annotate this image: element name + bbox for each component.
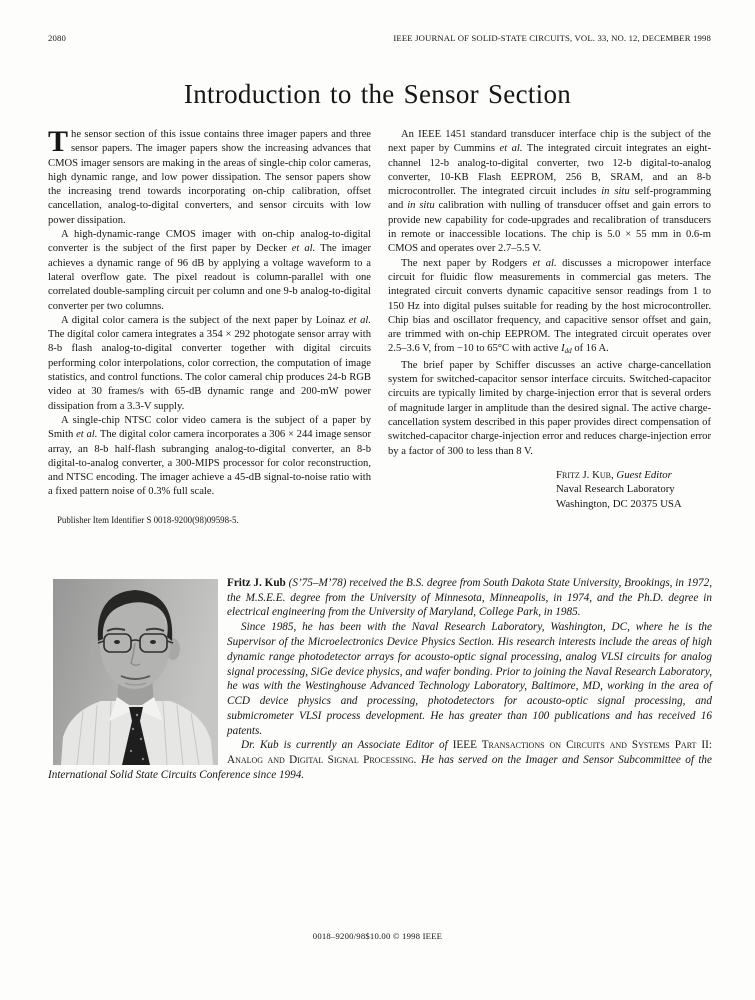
- paragraph: A single-chip NTSC color video camera is the subject of a paper by Smith et al. The digital color camera incorporates a 306 × 244 image sensor array, an 8-b half-flash subranging analog-to-digital converter, an 8-b digital-to-analog converter, a 300-MIPS processor for color reconstruction, and NTSC encoding. The imager achieve a 45-dB signal-to-noise ratio with a fixed pattern noise of 0.3% full scale.: [48, 414, 371, 498]
- paragraph: A high-dynamic-range CMOS imager with on-chip analog-to-digital converter is the subject of the first paper by Decker et al. The imager achieves a dynamic range of 96 dB by applying a voltage waveform to a lateral overflow gate. The pixel readout is column-parallel with one correlated double-sampling circuit per column and one 9-b analog-to-digital converter per two columns.: [48, 229, 372, 312]
- copyright-line: 0018–9200/98$10.00 © 1998 IEEE: [312, 931, 443, 941]
- paragraph: The brief paper by Schiffer discusses an active charge-cancellation system for switched-capacitor sensor interface circuits. Switched-capacitor circuits are typically limited by charge-injection error that is several orders of magnitude larger in amplitude than the desired signal. The active charge-cancellation system described in this paper provides direct compensation of switched-capacitor charge-injection error and reduces charge-injection error by a factor of 300 to less than 8 V.: [388, 359, 711, 457]
- paragraph: The next paper by Rodgers et al. discusses a micropower interface circuit for fluidic flow measurements in commercial gas meters. The integrated circuit converts dynamic capacitive sensor readings from 1 to 150 Hz into digital pulses suitable for reading by the host microcontroller. Chip bias and oscillator frequency, and capacitive sensor offset and gain, are trimmed with on-chip EEPROM. The integrated circuit operates over 2.5–3.6 V, from −10 to 65°C with active Idd of 16 A.: [388, 257, 711, 356]
- page-number: 2080: [48, 33, 66, 43]
- article-title: Introduction to the Sensor Section: [183, 79, 572, 109]
- paragraph: [48, 125, 371, 228]
- editor-name: Fritz J. Kub, Guest Editor: [556, 468, 672, 481]
- drop-cap: T: [48, 125, 69, 158]
- editor-address: Washington, DC 20375 USA: [556, 498, 682, 511]
- left-column: [48, 125, 372, 526]
- portrait-photo: [53, 579, 218, 765]
- right-column: [388, 128, 711, 526]
- biography-section: [0, 526, 755, 783]
- journal-citation: IEEE JOURNAL OF SOLID-STATE CIRCUITS, VOL. 33, NO. 12, DECEMBER 1998: [393, 33, 711, 43]
- article-body: [0, 110, 755, 526]
- bio-paragraph: Dr. Kub is currently an Associate Editor of IEEE Transactions on Circuits and Systems Part II: Analog and Digital Signal Processing. He has served on the Imager and Sensor Subcommittee of the International Solid State Circuits Conference since 1994.: [48, 739, 712, 782]
- bio-paragraph: Since 1985, he has been with the Naval Research Laboratory, Washington, DC, where he is the Supervisor of the Microelectronics Device Physics Section. His research interests include the areas of high dynamic range photodetector arrays for acousto-optic signal processing, analog VLSI circuits for analog signal processing, SiGe device physics, and wafer bonding. Prior to joining the Naval Research Laboratory, he was with the Westinghouse Advanced Technology Laboratory, Baltimore, MD, working in the area of CCD device physics and processing, photodetectors for acousto-optic signal processing, and submicrometer VLSI process development. He has greater than 100 publications and has received 16 patents.: [227, 621, 712, 737]
- bio-paragraph: Fritz J. Kub (S’75–M’78) received the B.S. degree from South Dakota State University, Brookings, in 1972, the M.S.E.E. degree from the University of Minnesota, Minneapolis, in 1974, and the Ph.D. degree in electrical engineering from the University of Maryland, College Park, in 1985.: [227, 576, 713, 619]
- editor-affiliation: Naval Research Laboratory: [556, 483, 675, 496]
- publisher-identifier: Publisher Item Identifier S 0018-9200(98)09598-5.: [57, 514, 239, 525]
- paragraph: A digital color camera is the subject of the next paper by Loinaz et al. The digital color camera integrates a 354 × 292 photogate sensor array with 8-b flash analog-to-digital converter together with digital circuits performing color interpolations, color correction, the computation of image statistics, and control functions. The color cameral chip produces 24-b RGB video at 30 frames/s with 65-dB dynamic range and 200-mW power dissipation from a 3.3-V supply.: [48, 314, 371, 412]
- paragraph-text: he sensor section of this issue contains three imager papers and three sensor papers. The imager papers show the increasing advances that CMOS imager sensors are making in the areas of single-chip color cameras, high dynamic range, and low power dissipation. The sensor papers show the increasing trend towards incorporating on-chip calibration, offset cancellation, analog-to-digital converters, and sensor circuits with low power dissipation.: [48, 129, 371, 226]
- signature-block: [388, 468, 711, 512]
- paragraph: An IEEE 1451 standard transducer interface chip is the subject of the next paper by Cummins et al. The integrated circuit integrates an eight-channel 12-b analog-to-digital converter, two 12-b digital-to-analog converter, 10-KB Flash EEPROM, 256 B, SRAM, and an 8-b microcontroller. The integrated circuit includes in situ self-programming and in situ calibration with nulling of transducer offset and gain errors to provide new capability for code-upgrades and recalibration of transducers in remote or inaccessible locations. The chip is 5.0 × 55 mm in 0.6-m CMOS and operates over 2.7–5.5 V.: [388, 129, 711, 255]
- page-header: [0, 0, 755, 43]
- portrait-photo-image: [53, 579, 218, 765]
- page-footer: [0, 931, 755, 941]
